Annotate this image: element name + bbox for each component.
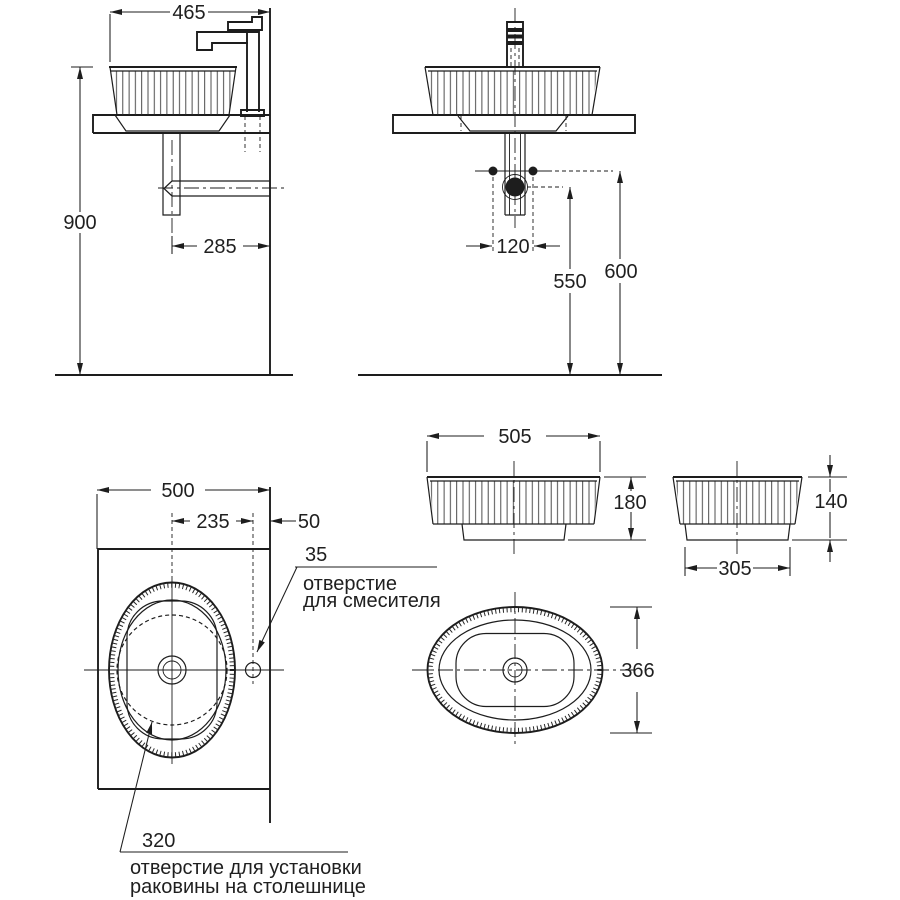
drain-trap-side <box>163 133 270 215</box>
leader-35 <box>257 567 297 652</box>
dim-500-label: 500 <box>161 480 195 502</box>
dim-505-label: 505 <box>498 426 532 448</box>
sink-front-flutes <box>428 71 597 115</box>
fixing-dot-right <box>529 167 538 176</box>
dim-140-label: 140 <box>814 491 848 513</box>
dim-35-label: 35 <box>305 544 328 566</box>
dim-320-label: 320 <box>142 830 176 852</box>
note-mixer-line2: для смесителя <box>303 590 441 612</box>
plan-dashed-axes <box>172 513 253 684</box>
view-front-installed <box>358 8 662 375</box>
dim-550-label: 550 <box>553 271 587 293</box>
sink-side-flutes <box>111 71 235 115</box>
note-mount-line1: отверстие для установки <box>130 857 362 879</box>
view-sink-top <box>412 592 655 748</box>
dim-50-label: 50 <box>297 511 321 533</box>
view-plan-countertop <box>84 480 441 898</box>
dim-180-label: 180 <box>613 492 647 514</box>
plan-centerlines <box>84 580 284 764</box>
view-sink-side <box>673 455 848 580</box>
dim-465-label: 465 <box>172 2 206 24</box>
drain-outlet-dot <box>506 178 525 197</box>
note-mount-line2: раковины на столешнице <box>130 876 366 898</box>
dim-305-label: 305 <box>718 558 752 580</box>
view-sink-front <box>427 426 647 556</box>
countertop-side <box>93 115 270 133</box>
dim-366-label: 366 <box>621 660 655 682</box>
view-side-installed <box>55 2 293 375</box>
countertop-front <box>393 115 635 133</box>
dim-285-label: 285 <box>203 236 237 258</box>
fixing-dot-left <box>489 167 498 176</box>
dim-235-label: 235 <box>196 511 230 533</box>
dim-600-label: 600 <box>604 261 638 283</box>
faucet-shank-hidden <box>245 116 260 152</box>
note-mixer-line1: отверстие <box>303 573 397 595</box>
sink-top-centerlines <box>412 592 638 748</box>
sink2-flutes <box>430 481 597 524</box>
sink3-flutes <box>676 481 799 524</box>
dim-120-label: 120 <box>496 236 530 258</box>
dim-900-label: 900 <box>63 212 97 234</box>
